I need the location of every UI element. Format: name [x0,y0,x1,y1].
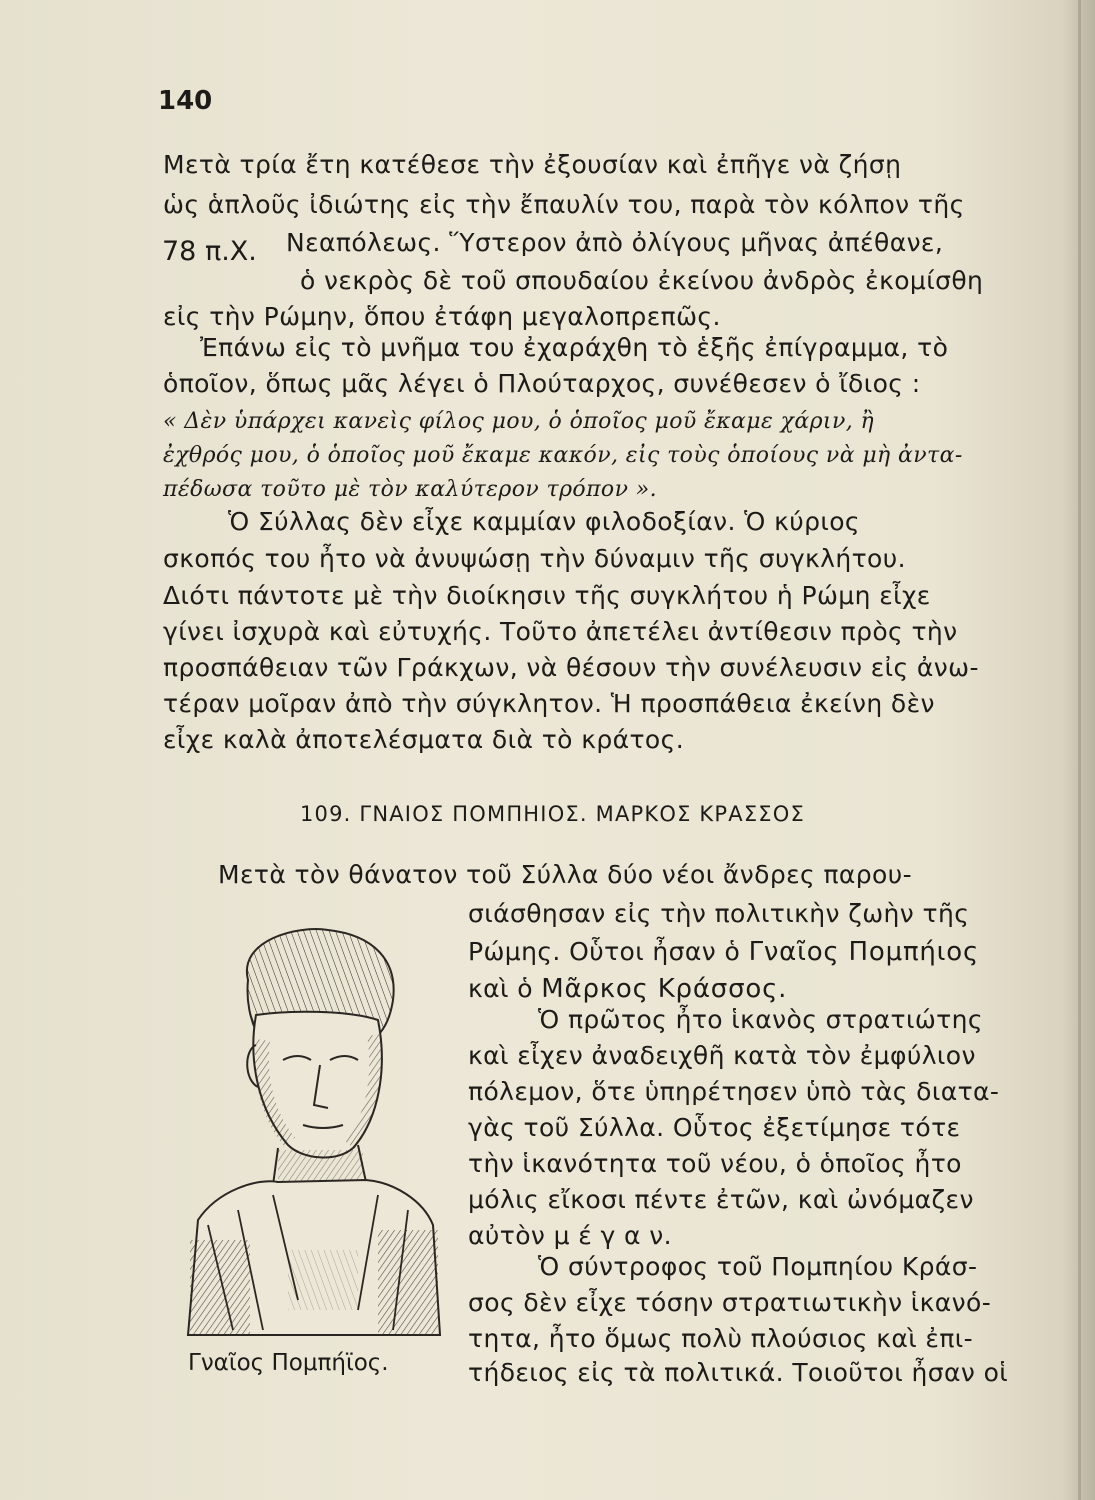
epigram-line: πέδωσα τοῦτο μὲ τὸν καλύτερον τρόπον ». [163,477,657,502]
text-line: Ὁ Σύλλας δὲν εἶχε καμμίαν φιλοδοξίαν. Ὁ κύριος [228,507,860,536]
text-line: μόλις εἴκοσι πέντε ἐτῶν, καὶ ὠνόμαζεν [468,1185,974,1214]
margin-date-note: 78 π.Χ. [162,236,257,267]
text-line: τητα, ἦτο ὅμως πολὺ πλούσιος καὶ ἐπι- [468,1324,974,1353]
text-line: Ὁ σύντροφος τοῦ Πομπηίου Κράσ- [538,1252,978,1281]
page-number: 140 [158,86,213,116]
text-line: τέραν μοῖραν ἀπὸ τὴν σύγκλητον. Ἡ προσπάθεια ἐκείνη δὲν [163,689,935,718]
text-line: Μετὰ τρία ἔτη κατέθεσε τὴν ἐξουσίαν καὶ ἐπῆγε νὰ ζήσῃ [163,150,902,179]
text-line: γίνει ἰσχυρὰ καὶ εὐτυχής. Τοῦτο ἀπετέλει ἀντίθεσιν πρὸς τὴν [163,617,958,646]
epigram-line: ἐχθρός μου, ὁ ὁποῖος μοῦ ἔκαμε κακόν, εἰς τοὺς ὁποίους νὰ μὴ ἀντα- [163,443,963,468]
text-line: εἰς τὴν Ρώμην, ὅπου ἐτάφη μεγαλοπρεπῶς. [163,302,721,331]
text-line: σκοπός του ἦτο νὰ ἀνυψώσῃ τὴν δύναμιν τῆς συγκλήτου. [163,544,906,573]
text-line: προσπάθειαν τῶν Γράκχων, νὰ θέσουν τὴν συνέλευσιν εἰς ἀνω- [163,653,979,682]
name-pompey: Γναῖος Πομπήιος [748,937,980,967]
text-line: Διότι πάντοτε μὲ τὴν διοίκησιν τῆς συγκλήτου ἡ Ρώμη εἶχε [163,581,931,610]
text-line [468,937,979,967]
section-heading: 109. ΓΝΑΙΟΣ ΠΟΜΠΗΙΟΣ. ΜΑΡΚΟΣ ΚΡΑΣΣΟΣ [300,802,805,826]
text-line: αὐτὸν μ έ γ α ν. [468,1221,672,1250]
text-line: Ἐπάνω εἰς τὸ μνῆμα του ἐχαράχθη τὸ ἑξῆς ἐπίγραμμα, τὸ [200,333,949,362]
text-line: ὁ νεκρὸς δὲ τοῦ σπουδαίου ἐκείνου ἀνδρὸς ἐκομίσθη [300,266,984,295]
text-line: ὁποῖον, ὅπως μᾶς λέγει ὁ Πλούταρχος, συνέθεσεν ὁ ἴδιος : [163,369,921,398]
pompey-bust-illustration [178,920,448,1340]
page-edge [1078,0,1081,1500]
text-line: εἶχε καλὰ ἀποτελέσματα διὰ τὸ κράτος. [163,725,685,754]
text-line: Ὁ πρῶτος ἦτο ἱκανὸς στρατιώτης [538,1005,983,1034]
text-line: καὶ εἶχεν ἀναδειχθῆ κατὰ τὸν ἐμφύλιον [468,1041,976,1070]
name-crassus: Μᾶρκος Κράσσος. [541,974,788,1004]
text-line [468,974,787,1004]
text-line: σος δὲν εἶχε τόσην στρατιωτικὴν ἱκανό- [468,1288,992,1317]
text-line: σιάσθησαν εἰς τὴν πολιτικὴν ζωὴν τῆς [468,899,970,928]
text-line: πόλεμον, ὅτε ὑπηρέτησεν ὑπὸ τὰς διατα- [468,1077,1000,1106]
text-line: γὰς τοῦ Σύλλα. Οὗτος ἐξετίμησε τότε [468,1113,961,1142]
text-line: τήδειος εἰς τὰ πολιτικά. Τοιοῦτοι ἦσαν οἱ [468,1358,1009,1387]
text-span: Ρώμης. Οὗτοι ἦσαν ὁ [468,937,741,966]
text-line: Νεαπόλεως. Ὕστερον ἀπὸ ὀλίγους μῆνας ἀπέθανε, [286,228,944,257]
text-line: ὡς ἁπλοῦς ἰδιώτης εἰς τὴν ἔπαυλίν του, παρὰ τὸν κόλπον τῆς [163,190,965,219]
epigram-line: « Δὲν ὑπάρχει κανεὶς φίλος μου, ὁ ὁποῖος μοῦ ἔκαμε χάριν, ἢ [163,409,875,434]
illustration-caption: Γναῖος Πομπήϊος. [188,1350,389,1376]
text-line: Μετὰ τὸν θάνατον τοῦ Σύλλα δύο νέοι ἄνδρες παρου- [218,860,913,889]
text-line: τὴν ἱκανότητα τοῦ νέου, ὁ ὁποῖος ἦτο [468,1149,962,1178]
text-span: καὶ ὁ [468,974,533,1003]
